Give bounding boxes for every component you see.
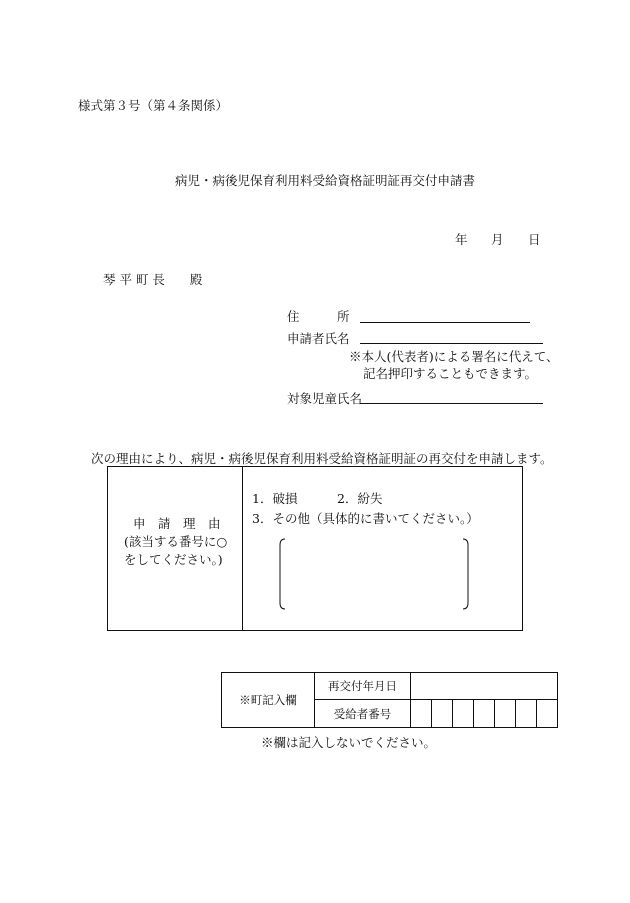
- reason-hint-line1: (該当する番号に○: [124, 534, 228, 549]
- recipient-number-digit[interactable]: [411, 700, 432, 728]
- statement: 次の理由により、病児・病後児保育利用料受給資格証明証の再交付を申請します。: [91, 451, 553, 466]
- reason-option-other[interactable]: 3．その他（具体的に書いてください。）: [252, 511, 479, 526]
- document-title: 病児・病後児保育利用料受給資格証明証再交付申請書: [175, 173, 476, 188]
- applicant-name-field-line[interactable]: [360, 343, 543, 344]
- reason-label: 申 請 理 由: [133, 516, 221, 531]
- official-use-note: ※欄は記入しないでください。: [261, 735, 437, 750]
- address-label: 住 所: [287, 309, 350, 324]
- recipient-number-digit[interactable]: [474, 700, 495, 728]
- official-use-table: [221, 672, 558, 728]
- reason-box: [107, 466, 523, 631]
- date-month-label: 月: [491, 232, 504, 247]
- reissue-date-label: 再交付年月日: [315, 673, 411, 700]
- date-day-label: 日: [528, 232, 541, 247]
- reason-divider: [242, 467, 243, 630]
- recipient-number-label: 受給者番号: [315, 700, 411, 728]
- form-number: 様式第３号（第４条関係）: [78, 98, 229, 113]
- addressee: 琴 平 町 長 殿: [103, 272, 203, 287]
- recipient-number-digit[interactable]: [516, 700, 537, 728]
- other-detail-brackets[interactable]: [276, 535, 476, 615]
- address-field-line[interactable]: [360, 322, 530, 323]
- date-year-label: 年: [455, 232, 468, 247]
- recipient-number-digit[interactable]: [537, 700, 558, 728]
- reissue-date-field[interactable]: [411, 673, 558, 700]
- reason-option-lost[interactable]: 2．紛失: [337, 491, 383, 506]
- recipient-number-digit[interactable]: [495, 700, 516, 728]
- signature-note-line1: ※本人(代表者)による署名に代えて、: [349, 349, 559, 364]
- reason-option-damage[interactable]: 1．破損: [252, 491, 298, 506]
- recipient-number-digit[interactable]: [432, 700, 453, 728]
- child-name-label: 対象児童氏名: [287, 391, 363, 406]
- official-use-header: ※町記入欄: [222, 673, 315, 728]
- reason-hint-line2: をしてください。): [124, 552, 223, 567]
- applicant-name-label: 申請者氏名: [287, 331, 350, 346]
- child-name-field-line[interactable]: [360, 403, 543, 404]
- recipient-number-digit[interactable]: [453, 700, 474, 728]
- signature-note-line2: 記名押印することもできます。: [363, 366, 538, 381]
